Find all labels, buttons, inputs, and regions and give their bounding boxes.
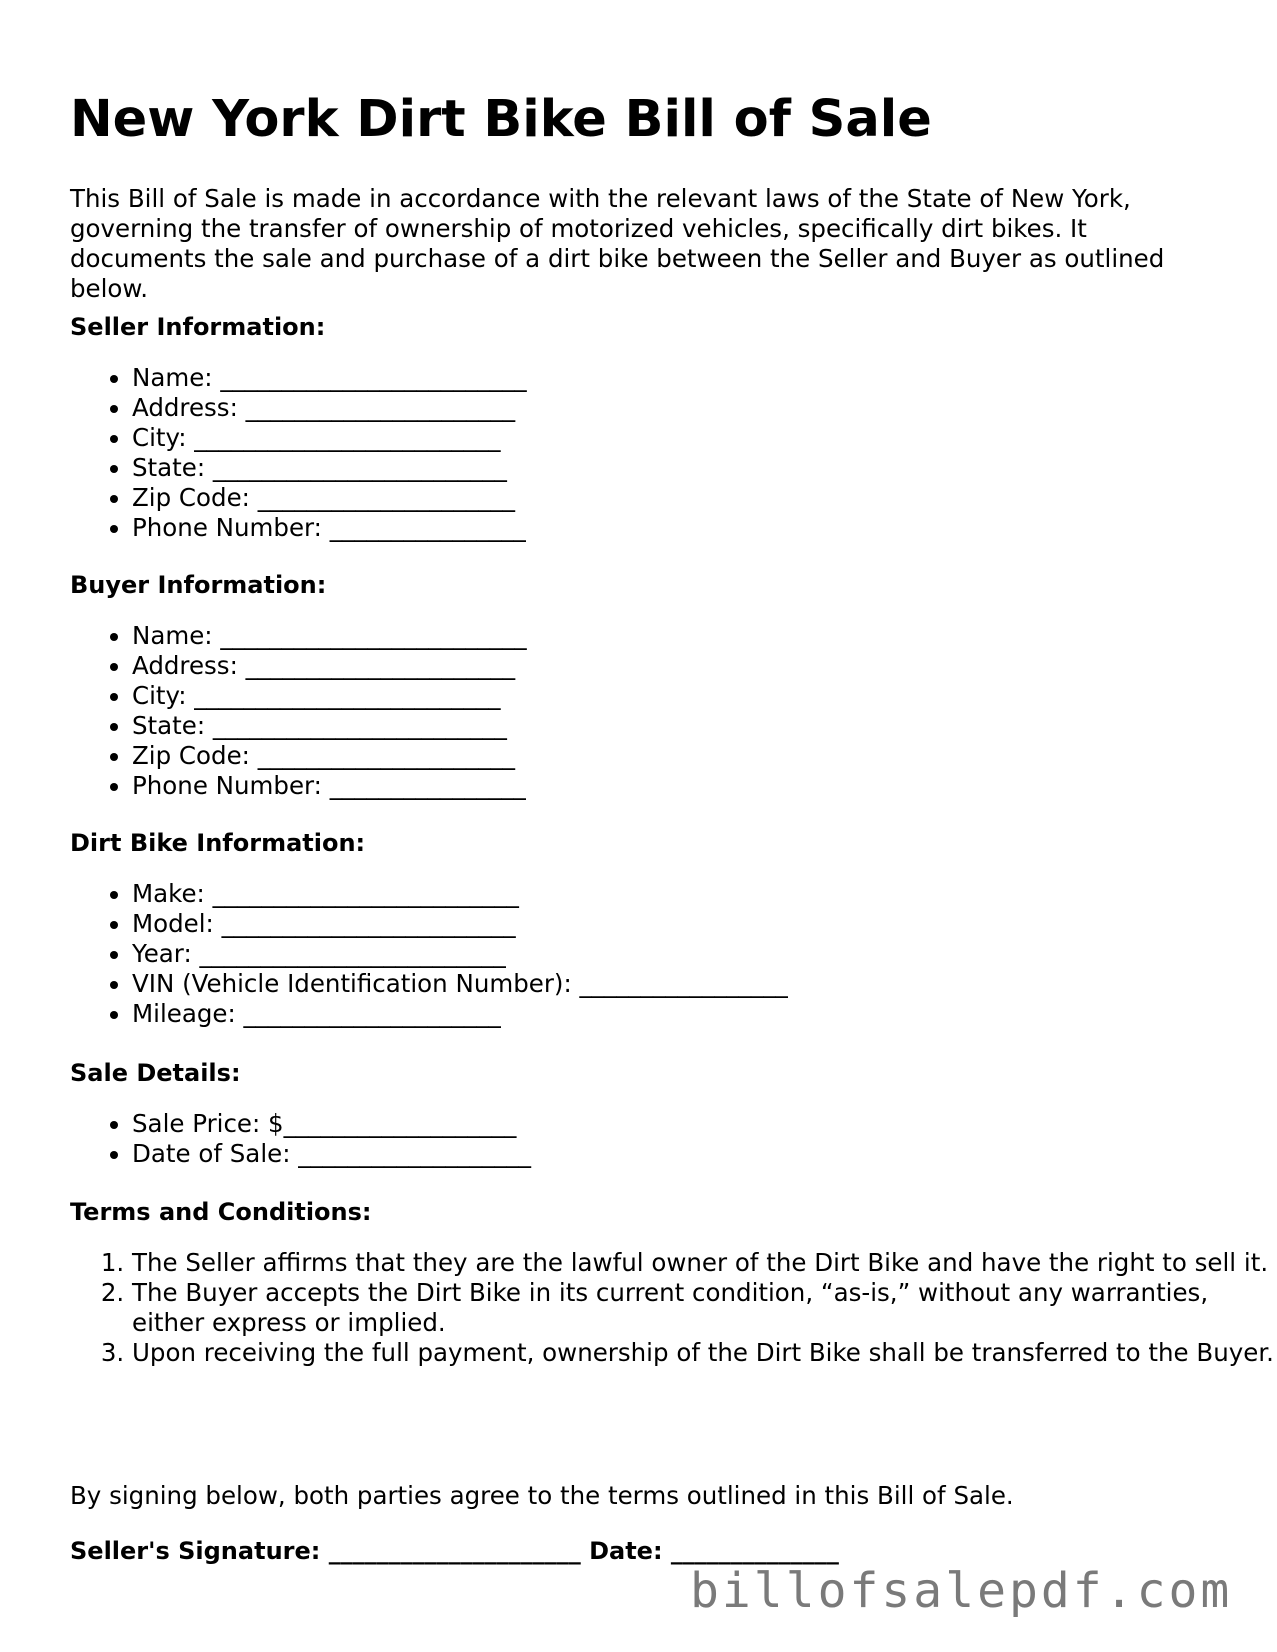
seller-state-field: • State: ________________________: [132, 453, 527, 483]
sale-fields-list: [70, 1109, 531, 1169]
seller-address-field: • Address: ______________________: [132, 393, 527, 423]
bike-year-field: • Year: _________________________: [132, 939, 788, 969]
bike-mileage-field: • Mileage: _____________________: [132, 999, 788, 1029]
buyer-fields-list: [70, 621, 527, 801]
seller-heading: Seller Information:: [70, 313, 326, 341]
seller-phone-field: • Phone Number: ________________: [132, 513, 527, 543]
buyer-state-field: • State: ________________________: [132, 711, 527, 741]
sale-price-field: • Sale Price: $___________________: [132, 1109, 531, 1139]
term-item: 1. The Seller affirms that they are the lawful owner of the Dirt Bike and have the right to sell it.: [132, 1248, 1277, 1278]
closing-statement: By signing below, both parties agree to the terms outlined in this Bill of Sale.: [70, 1481, 1014, 1510]
bike-heading: Dirt Bike Information:: [70, 829, 366, 857]
intro-paragraph: This Bill of Sale is made in accordance with the relevant laws of the State of New York, governing the transfer of ownership of motorized vehicles, specifically dirt bikes. It documents the sale and purchase of a dirt bike between the Seller and Buyer as outlined below.: [70, 184, 1165, 303]
buyer-name-field: • Name: _________________________: [132, 621, 527, 651]
buyer-city-field: • City: _________________________: [132, 681, 527, 711]
bike-vin-field: • VIN (Vehicle Identification Number): _________________: [132, 969, 788, 999]
seller-name-field: • Name: _________________________: [132, 363, 527, 393]
sale-heading: Sale Details:: [70, 1059, 241, 1087]
bike-fields-list: [70, 879, 788, 1029]
sale-date-field: • Date of Sale: ___________________: [132, 1139, 531, 1169]
seller-city-field: • City: _________________________: [132, 423, 527, 453]
term-item: 3. Upon receiving the full payment, ownership of the Dirt Bike shall be transferred to the Buyer.: [132, 1338, 1277, 1368]
terms-heading: Terms and Conditions:: [70, 1198, 372, 1226]
term-item: 2. The Buyer accepts the Dirt Bike in its current condition, “as-is,” without any warranties, either express or implied.: [132, 1278, 1277, 1338]
watermark-text: billofsalepdf.com: [690, 1563, 1233, 1619]
seller-fields-list: [70, 363, 527, 543]
page-title: New York Dirt Bike Bill of Sale: [70, 90, 932, 149]
bike-model-field: • Model: ________________________: [132, 909, 788, 939]
bike-make-field: • Make: _________________________: [132, 879, 788, 909]
seller-zip-field: • Zip Code: _____________________: [132, 483, 527, 513]
buyer-heading: Buyer Information:: [70, 571, 327, 599]
seller-signature-line: Seller's Signature: _____________________ Date: ______________: [70, 1537, 839, 1565]
buyer-zip-field: • Zip Code: _____________________: [132, 741, 527, 771]
terms-list: [70, 1248, 1277, 1368]
buyer-phone-field: • Phone Number: ________________: [132, 771, 527, 801]
buyer-address-field: • Address: ______________________: [132, 651, 527, 681]
